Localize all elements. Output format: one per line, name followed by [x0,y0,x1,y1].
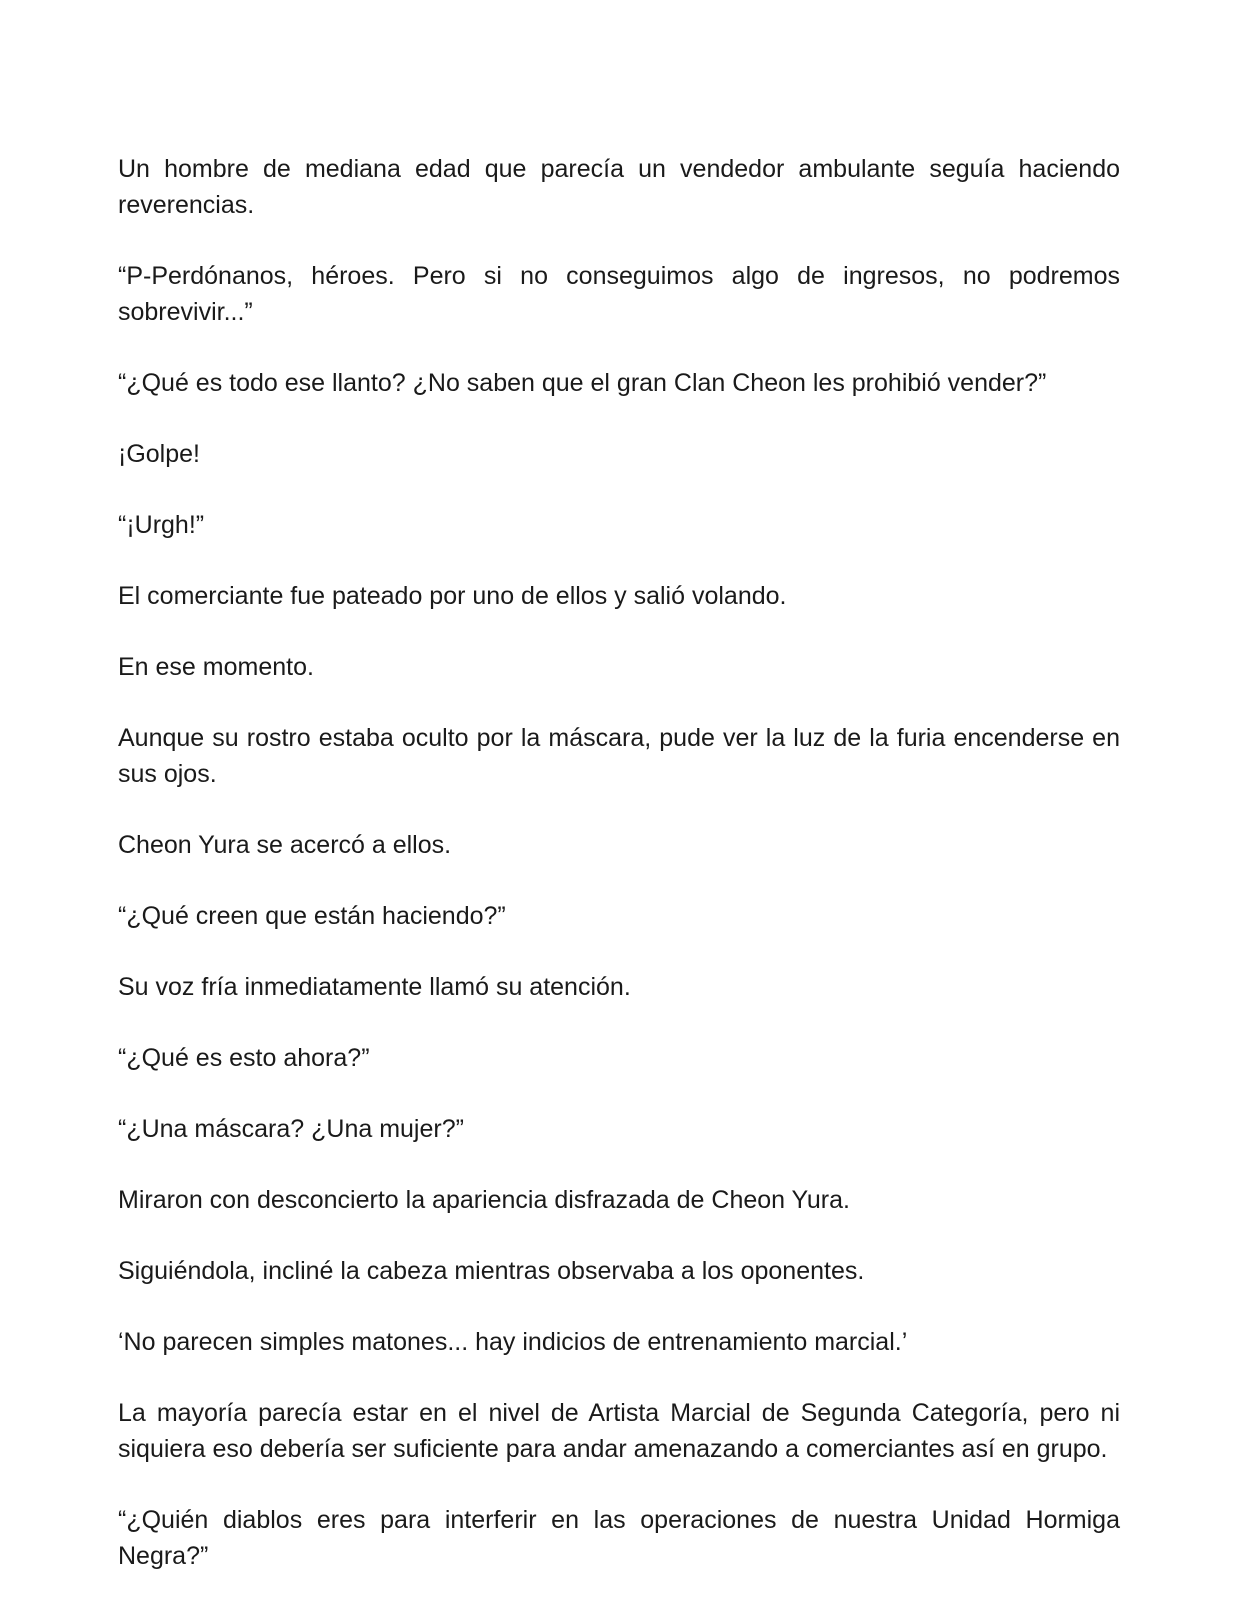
paragraph: “P-Perdónanos, héroes. Pero si no conseguimos algo de ingresos, no podremos sobrevivir...” [118,262,1120,326]
paragraph: Miraron con desconcierto la apariencia disfrazada de Cheon Yura. [118,1186,850,1214]
paragraph: “¿Una máscara? ¿Una mujer?” [118,1115,464,1143]
paragraph: La mayoría parecía estar en el nivel de Artista Marcial de Segunda Categoría, pero ni siquiera eso debería ser suficiente para andar amenazando a comerciantes así en grupo. [118,1399,1120,1463]
paragraph: Siguiéndola, incliné la cabeza mientras observaba a los oponentes. [118,1257,865,1285]
paragraph: Su voz fría inmediatamente llamó su atención. [118,973,631,1001]
paragraph: ‘No parecen simples matones... hay indicios de entrenamiento marcial.’ [118,1328,908,1356]
paragraph: ¡Golpe! [118,440,200,468]
document-body [118,151,1120,1574]
paragraph: “¡Urgh!” [118,511,205,539]
paragraph: “¿Qué es esto ahora?” [118,1044,370,1072]
paragraph: “¿Qué creen que están haciendo?” [118,902,506,930]
paragraph: “¿Qué es todo ese llanto? ¿No saben que el gran Clan Cheon les prohibió vender?” [118,369,1047,397]
paragraph: Aunque su rostro estaba oculto por la máscara, pude ver la luz de la furia encenderse en sus ojos. [118,724,1120,788]
paragraph: El comerciante fue pateado por uno de ellos y salió volando. [118,582,787,610]
paragraph: Cheon Yura se acercó a ellos. [118,831,452,859]
paragraph: Un hombre de mediana edad que parecía un vendedor ambulante seguía haciendo reverencias. [118,155,1120,219]
paragraph: “¿Quién diablos eres para interferir en las operaciones de nuestra Unidad Hormiga Negra?” [118,1506,1120,1570]
paragraph: En ese momento. [118,653,314,681]
